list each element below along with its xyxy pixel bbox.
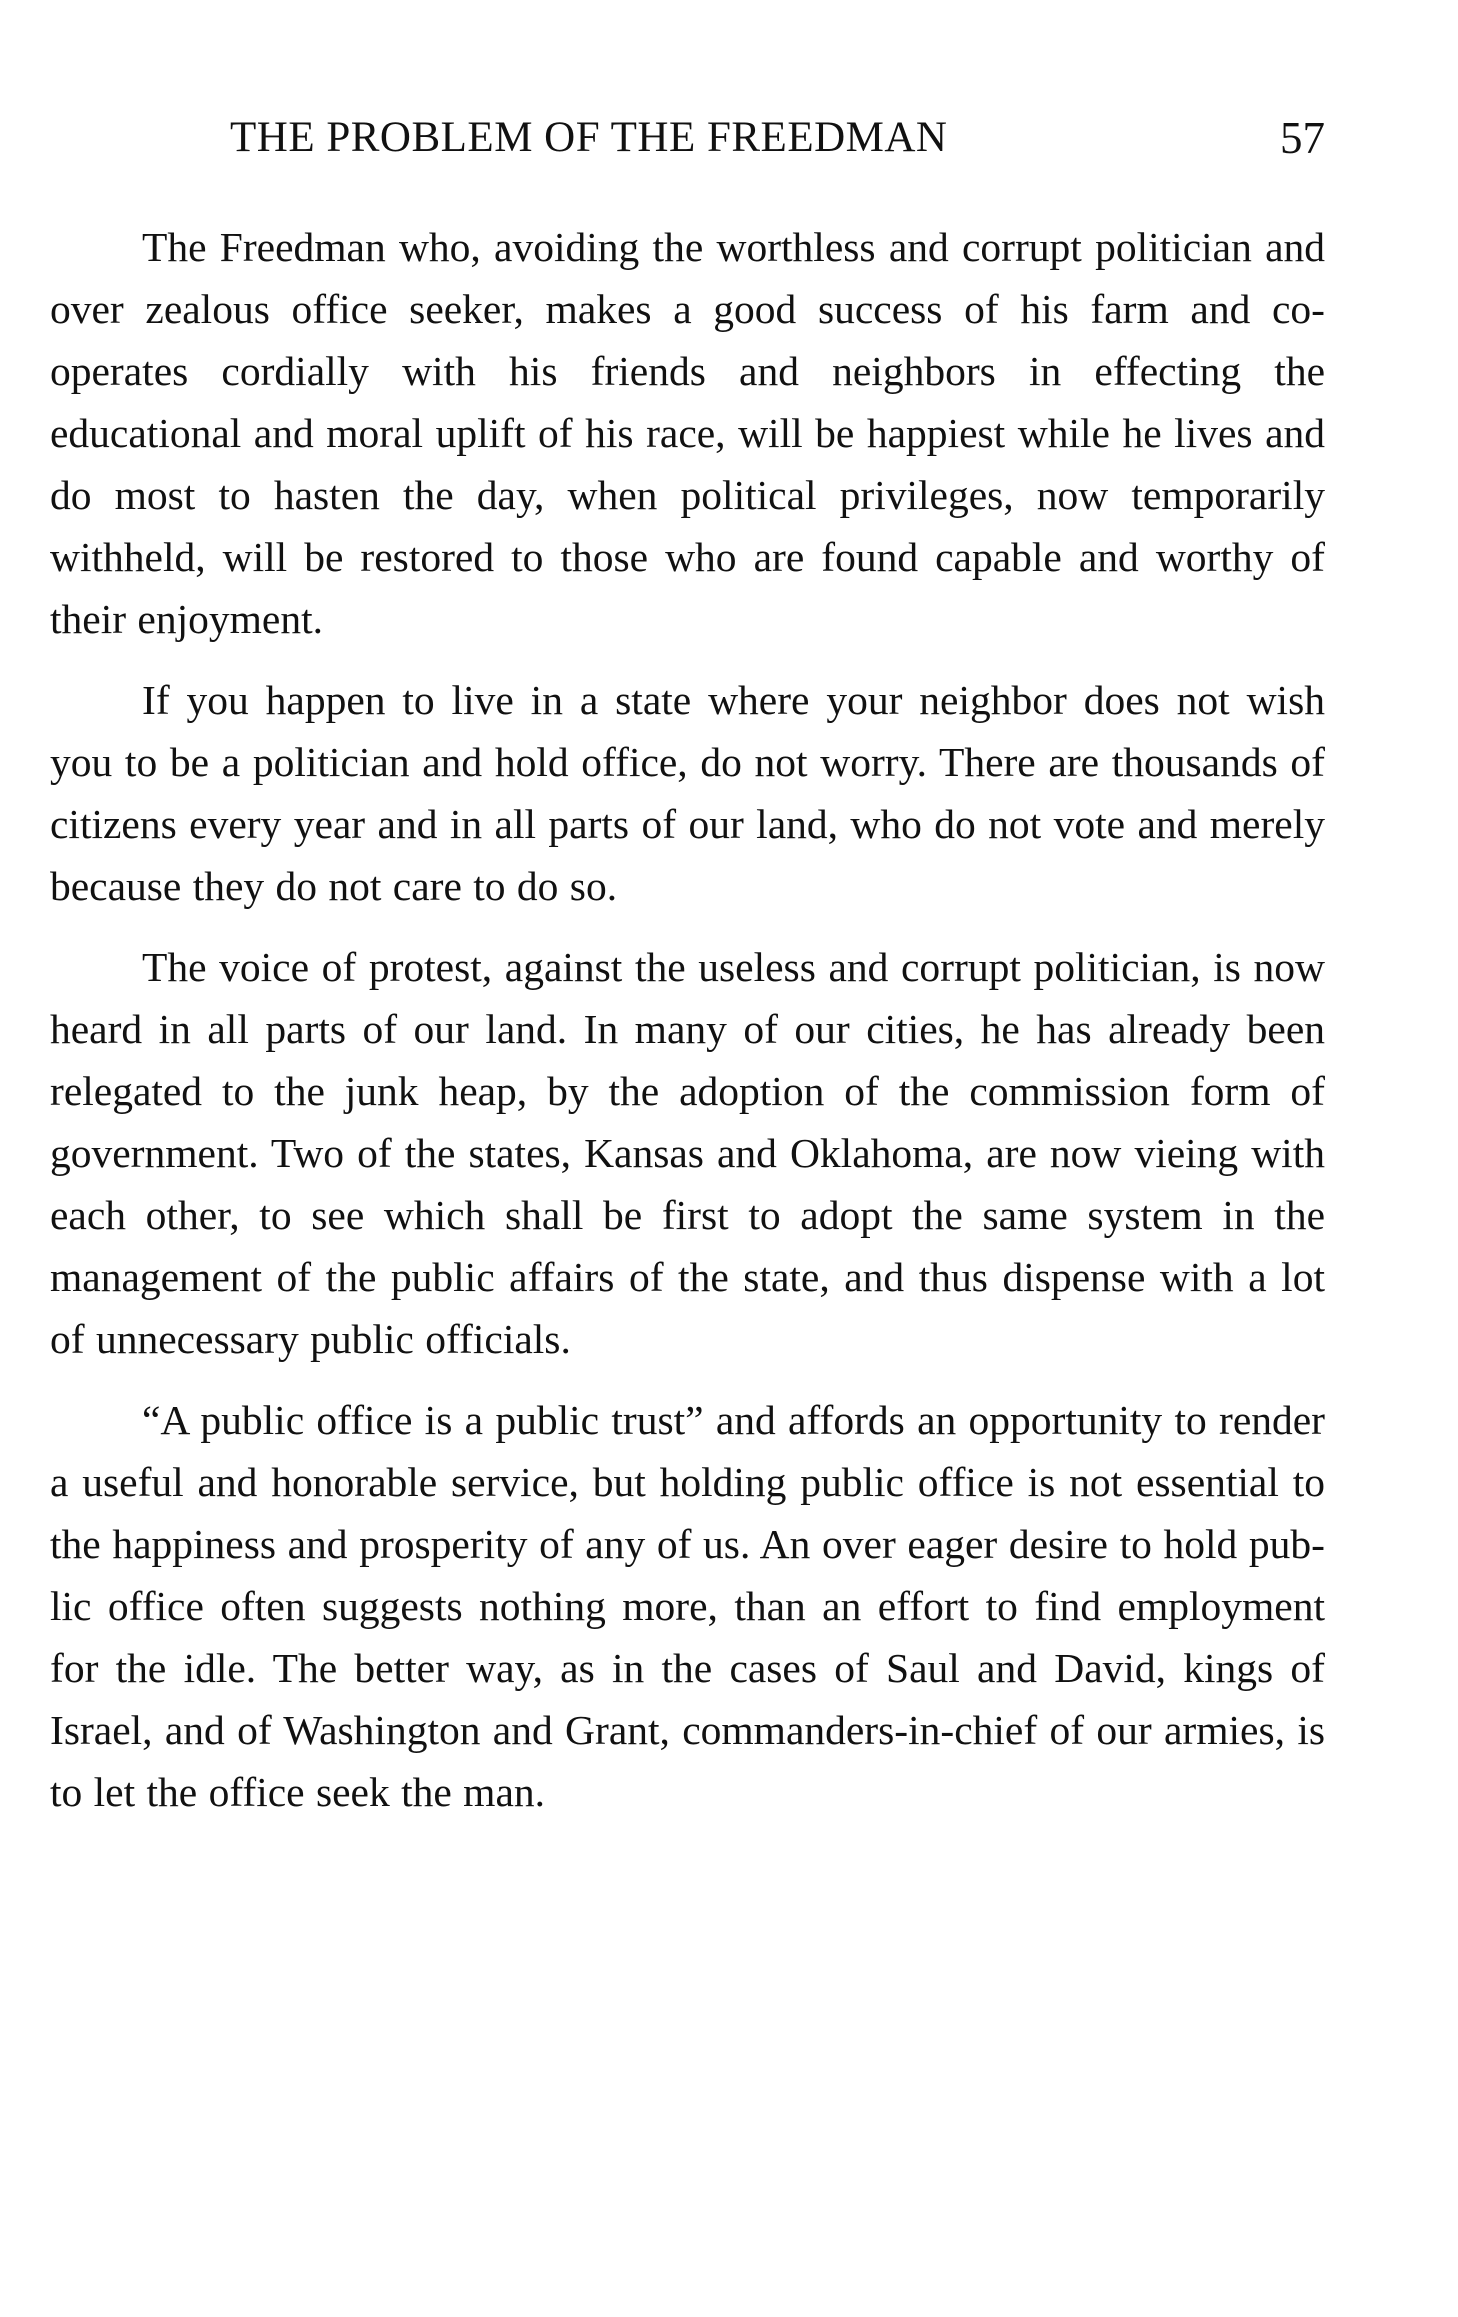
book-page	[50, 108, 1325, 1842]
running-title: THE PROBLEM OF THE FREEDMAN	[230, 114, 948, 161]
paragraph-3: The voice of protest, against the useless and corrupt politician, is now heard in all parts of our land. In many of our cities, he has already been relegated to the junk heap, by the adoption of the commission form of government. Two of the states, Kansas and Oklahoma, are now vieing with each other, to see which shall be first to adopt the same system in the management of the public affairs of the state, and thus dispense with a lot of unnecessary public officials.	[50, 944, 1325, 1362]
paragraph-1: The Freedman who, avoiding the worthless and corrupt politician and over zealous office seeker, makes a good success of his farm and co-operates cordially with his friends and neighbors in effecting the educational and moral uplift of his race, will be happiest while he lives and do most to hasten the day, when political privileges, now temporarily withheld, will be restored to those who are found capable and worthy of their enjoyment.	[50, 224, 1325, 642]
running-head	[50, 108, 1325, 168]
page-number: 57	[1280, 113, 1325, 163]
paragraph-4: “A public office is a public trust” and affords an opportunity to render a useful and honorable service, but holding public office is not essential to the happiness and prosperity of any of us. An over eager desire to hold public office often suggests nothing more, than an effort to find employment for the idle. The better way, as in the cases of Saul and David, kings of Israel, and of Washington and Grant, commanders-in-chief of our armies, is to let the office seek the man.	[50, 1397, 1325, 1815]
body-text	[50, 216, 1325, 1823]
paragraph-2: If you happen to live in a state where your neighbor does not wish you to be a politician and hold office, do not worry. There are thousands of citizens every year and in all parts of our land, who do not vote and merely because they do not care to do so.	[50, 677, 1325, 909]
